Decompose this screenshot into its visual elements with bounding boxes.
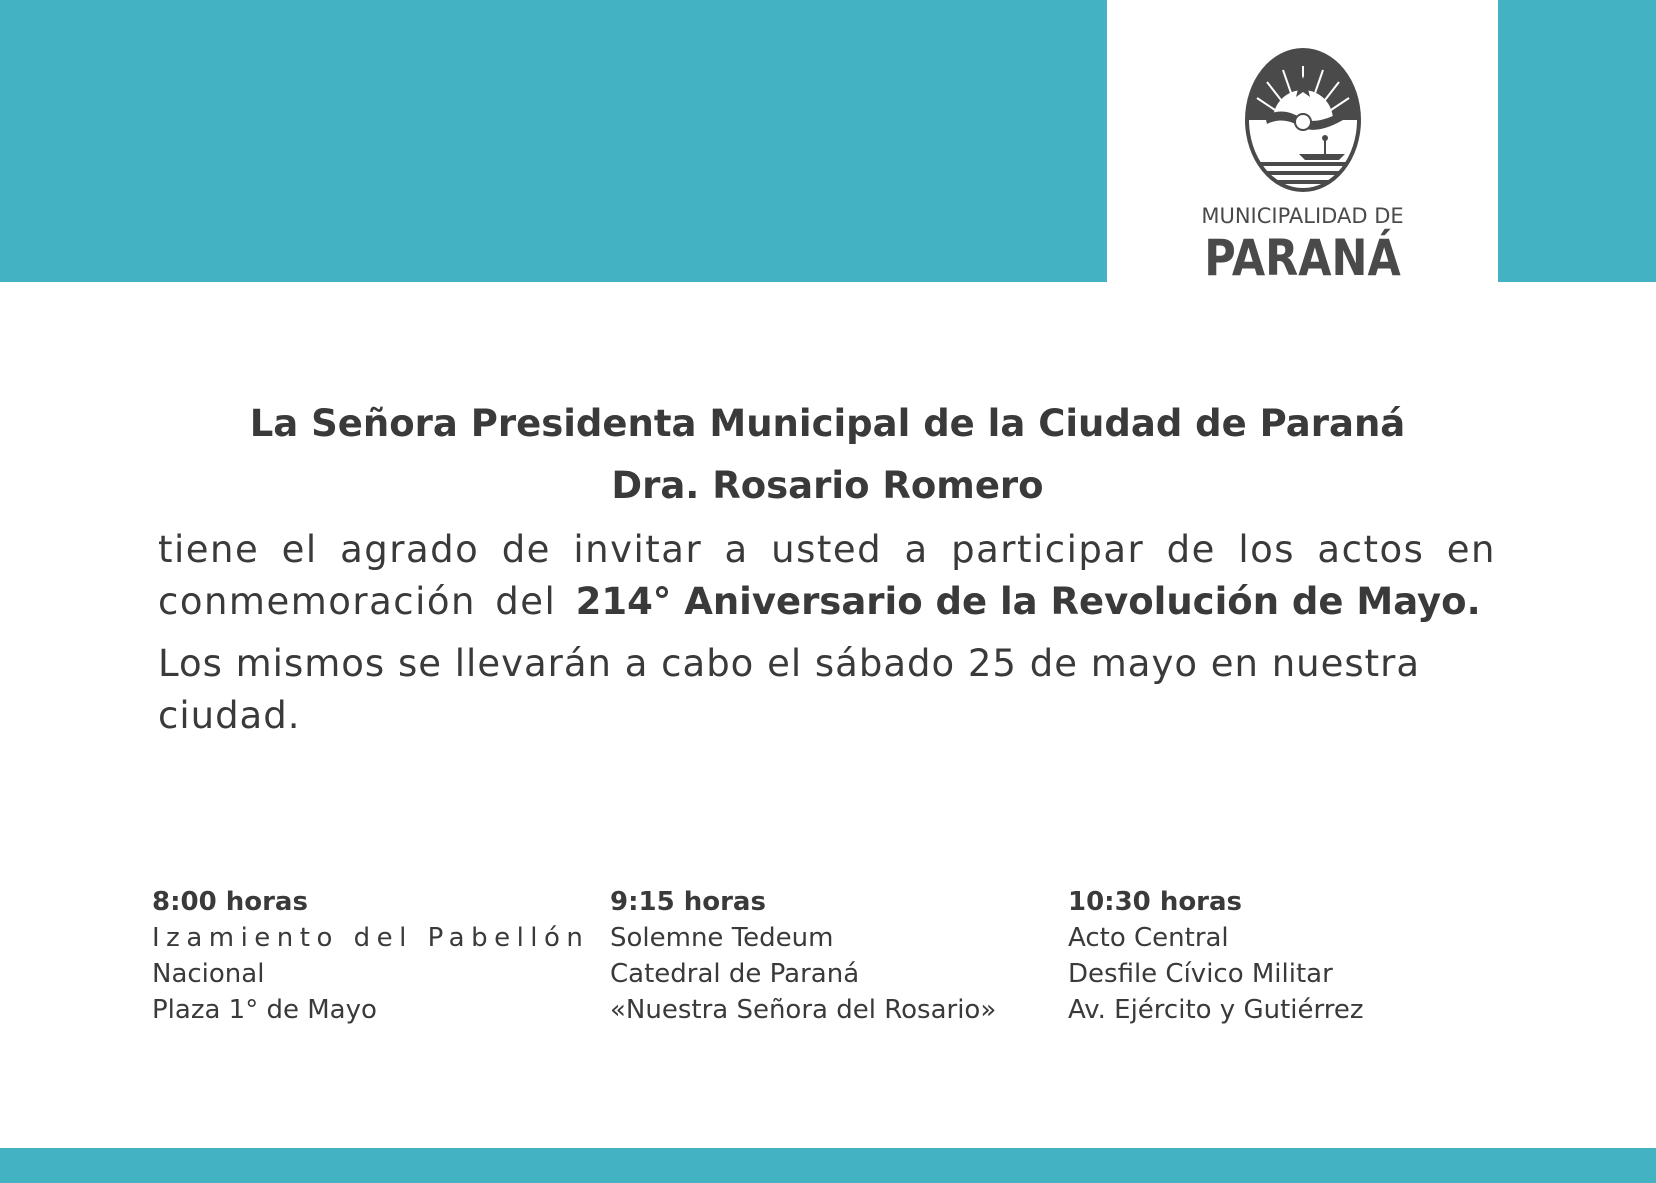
- bottom-accent-band: [0, 1148, 1656, 1183]
- schedule-time: 10:30 horas: [1068, 887, 1243, 917]
- schedule-line: Desfile Cívico Militar: [1068, 959, 1333, 989]
- schedule-time: 8:00 horas: [152, 887, 308, 917]
- invitation-text: tiene el agrado de invitar a usted a participar de los actos en conmemoración del: [158, 528, 1496, 623]
- logo-subtitle: MUNICIPALIDAD DE: [1201, 204, 1404, 228]
- heading-name: Dra. Rosario Romero: [611, 464, 1044, 507]
- schedule-line: Catedral de Paraná: [610, 959, 860, 989]
- anniversary-highlight: 214° Aniversario de la Revolución de Mayo.: [575, 580, 1481, 623]
- coat-of-arms-icon: [1243, 46, 1363, 194]
- top-right-accent-band: [1498, 0, 1656, 282]
- schedule-line: Av. Ejército y Gutiérrez: [1068, 995, 1364, 1025]
- schedule-line: Nacional: [152, 959, 265, 989]
- schedule-item: [610, 884, 1050, 1028]
- top-accent-band: [0, 0, 1107, 282]
- schedule-item: [152, 884, 592, 1028]
- invitation-paragraph: [158, 524, 1496, 628]
- municipality-logo: [1107, 0, 1498, 287]
- schedule-line: Plaza 1° de Mayo: [152, 995, 377, 1025]
- schedule-line: «Nuestra Señora del Rosario»: [610, 995, 997, 1025]
- schedule-line: Izamiento del Pabellón: [152, 923, 590, 953]
- logo-title: PARANÁ: [1204, 229, 1401, 287]
- schedule-item: [1068, 884, 1508, 1028]
- schedule-line: Acto Central: [1068, 923, 1229, 953]
- schedule-line: Solemne Tedeum: [610, 923, 834, 953]
- schedule-time: 9:15 horas: [610, 887, 766, 917]
- heading-title: La Señora Presidenta Municipal de la Ciudad de Paraná: [249, 402, 1406, 445]
- event-details: Los mismos se llevarán a cabo el sábado 25 de mayo en nuestra ciudad.: [158, 642, 1421, 737]
